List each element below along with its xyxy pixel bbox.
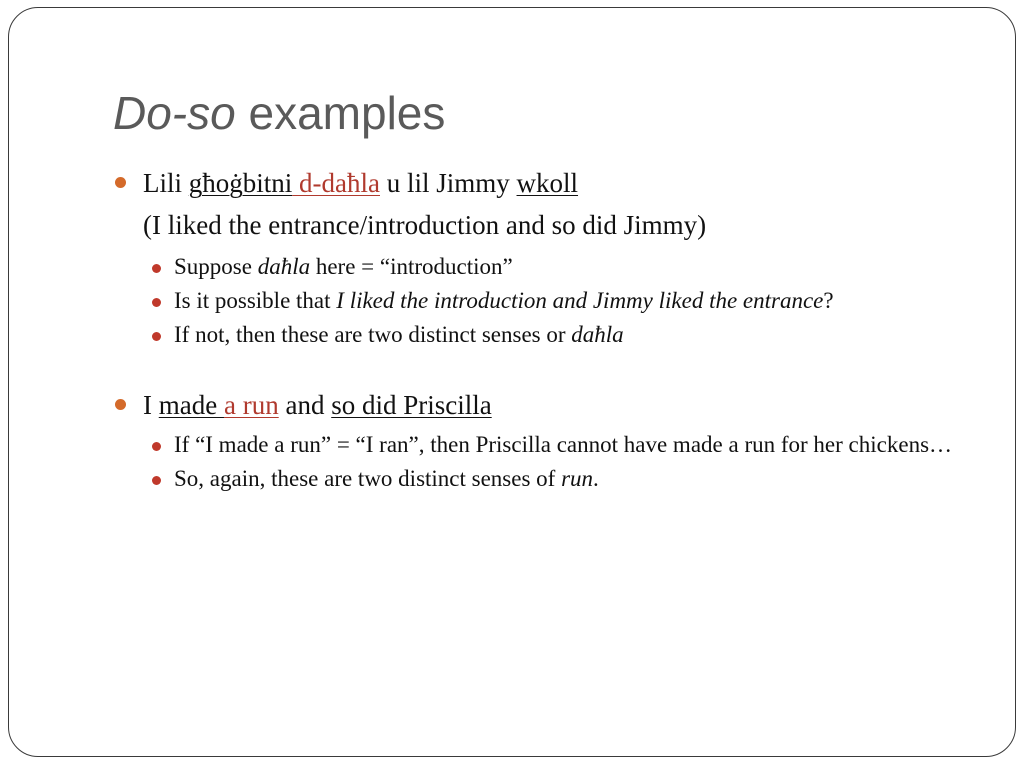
example-word-1: I	[143, 390, 159, 420]
sub-bullet-possible	[113, 287, 953, 315]
sub-bullet-if-ran	[113, 431, 953, 459]
sub-text-a: Is it possible that	[174, 288, 337, 313]
sub-text-a: Suppose	[174, 254, 258, 279]
sub-text-italic: run	[561, 466, 594, 491]
example-word-also: wkoll	[516, 168, 579, 198]
slide-content	[113, 163, 953, 493]
sub-text-italic: I liked the introduction and Jimmy liked the entrance	[336, 288, 824, 313]
sub-bullet-if-not	[113, 321, 953, 349]
sub-text-a: If “I made a run” = “I ran”, then Priscilla cannot have made a run for her chickens…	[174, 432, 953, 457]
sub-text-a: If not, then these are two distinct senses or	[174, 322, 572, 347]
sub-bullet-dot	[152, 442, 161, 451]
example-word-1: Lili	[143, 168, 189, 198]
title-italic: Do-so	[113, 87, 236, 139]
example-translation: (I liked the entrance/introduction and so did Jimmy)	[143, 210, 707, 240]
bullet-run-example	[113, 385, 953, 425]
sub-text-italic: daħla	[257, 254, 311, 279]
sub-bullet-suppose	[113, 253, 953, 281]
sub-text-italic: daħla	[571, 322, 624, 347]
example-word-made: made	[158, 390, 224, 420]
bullet-dot	[115, 177, 126, 188]
title-rest: examples	[235, 87, 446, 139]
example-word-noun: d-daħla	[292, 168, 380, 198]
sub-bullet-so-again	[113, 465, 953, 493]
example-word-middle: u lil Jimmy	[379, 168, 517, 198]
sub-bullet-dot	[152, 264, 161, 273]
sub-text-c: here = “introduction”	[310, 254, 513, 279]
example-word-run: a run	[223, 390, 279, 420]
bullet-maltese-example	[113, 163, 953, 247]
sub-bullet-dot	[152, 476, 161, 485]
sub-text-c: .	[593, 466, 599, 491]
example-word-verb: għoġbitni	[188, 168, 293, 198]
bullet-dot	[115, 399, 126, 410]
example-word-so-did: so did Priscilla	[331, 390, 492, 420]
sub-bullet-dot	[152, 332, 161, 341]
sub-text-a: So, again, these are two distinct senses of	[174, 466, 562, 491]
sub-bullet-dot	[152, 298, 161, 307]
example-word-and: and	[278, 390, 332, 420]
sub-text-c: ?	[823, 288, 834, 313]
slide-title	[113, 88, 445, 139]
spacer	[113, 349, 953, 385]
